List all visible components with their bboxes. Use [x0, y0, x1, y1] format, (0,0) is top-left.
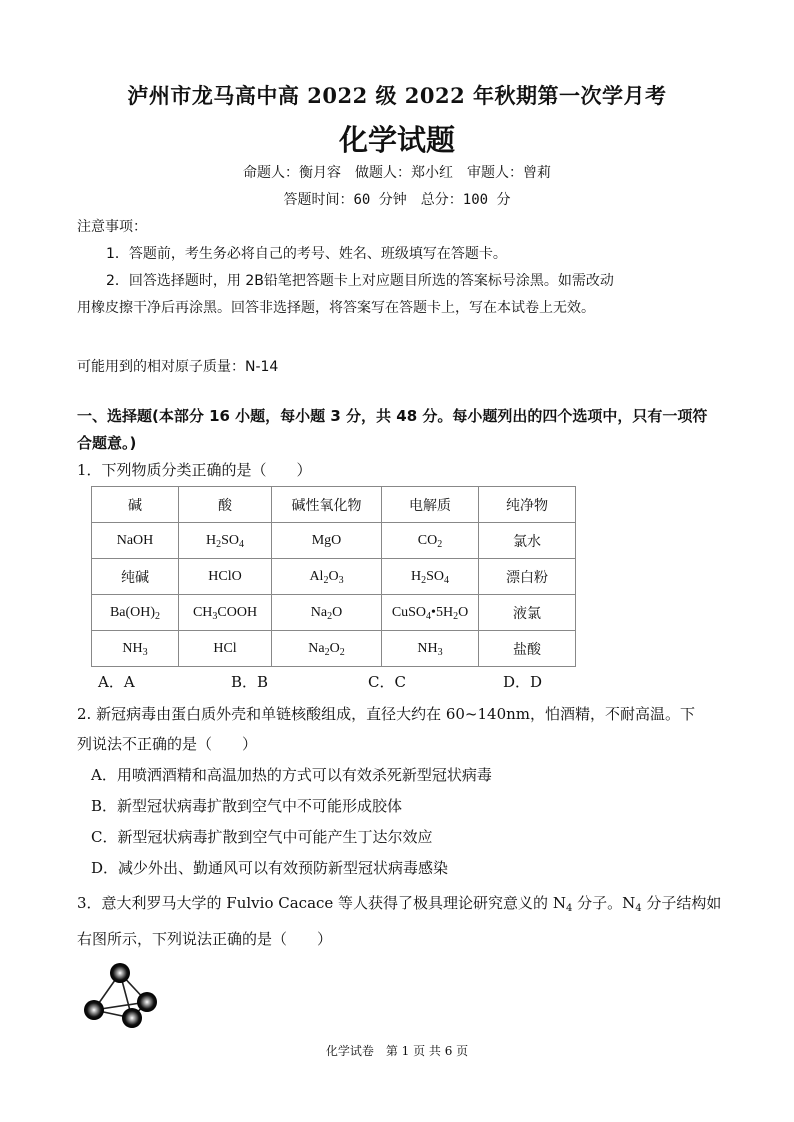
- table-header-cell: 碱: [92, 487, 179, 523]
- page-footer: 化学试卷 第 1 页 共 6 页: [325, 1044, 469, 1058]
- q1-stem: 1．下列物质分类正确的是（ ）: [77, 461, 312, 479]
- table-row: [92, 559, 576, 595]
- n-atom-icon: [84, 1000, 104, 1020]
- table-cell: $CO_2$: [382, 523, 479, 559]
- q1-option-c: C．C: [368, 673, 406, 691]
- table-cell: $H_2SO_4$: [179, 523, 272, 559]
- q3-stem-line2: 右图所示，下列说法正确的是（ ）: [77, 930, 333, 948]
- table-cell: $Na_2O$: [272, 595, 382, 631]
- notes-item-2-line2: 用橡皮擦干净后再涂黑。回答非选择题，将答案写在答题卡上，写在本试卷上无效。: [77, 300, 595, 316]
- section1-instructions-line2: 合题意。): [77, 434, 137, 452]
- q1-option-a: A．A: [98, 673, 135, 691]
- q3-subscript-1: 4: [565, 903, 573, 914]
- subject-title: 化学试题: [338, 123, 455, 157]
- table-cell: HClO: [179, 559, 272, 595]
- table-cell: HCl: [179, 631, 272, 667]
- n-atom-icon: [137, 992, 157, 1012]
- table-header-cell: 纯净物: [479, 487, 576, 523]
- section1-instructions-line1: 一、选择题(本部分 16 小题，每小题 3 分，共 48 分。每小题列出的四个选项中，只有一项符: [77, 407, 708, 425]
- n-atom-icon: [110, 963, 130, 983]
- notes-item-1: 1．答题前，考生务必将自己的考号、姓名、班级填写在答题卡。: [106, 246, 507, 262]
- notes-heading: 注意事项：: [77, 219, 147, 235]
- q2-option-c: C．新型冠状病毒扩散到空气中可能产生丁达尔效应: [91, 828, 433, 846]
- table-row: [92, 631, 576, 667]
- q3-stem-part-a: 3．意大利罗马大学的 Fulvio Cacace 等人获得了极具理论研究意义的 N: [77, 894, 566, 912]
- exam-title: 泸州市龙马高中高 2022 级 2022 年秋期第一次学月考: [127, 83, 667, 108]
- notes-item-2-line1: 2．回答选择题时，用 2B铅笔把答题卡上对应题目所选的答案标号涂黑。如需改动: [106, 273, 614, 289]
- table-header-cell: 酸: [179, 487, 272, 523]
- q2-stem-line1: 2. 新冠病毒由蛋白质外壳和单链核酸组成，直径大约在 60~140nm，怕酒精，不耐高温。下: [77, 705, 696, 723]
- table-cell: $Na_2O_2$: [272, 631, 382, 667]
- q1-option-b: B．B: [231, 673, 269, 691]
- table-cell: $CH_3COOH$: [179, 595, 272, 631]
- table-cell: NaOH: [92, 523, 179, 559]
- q3-stem-part-c: 分子结构如: [641, 894, 722, 912]
- q2-option-a: A．用喷洒酒精和高温加热的方式可以有效杀死新型冠状病毒: [91, 766, 492, 784]
- table-cell: 氯水: [479, 523, 576, 559]
- q1-classification-table: [91, 486, 576, 667]
- n-atom-icon: [122, 1008, 142, 1028]
- table-header-cell: 电解质: [382, 487, 479, 523]
- table-row: [92, 523, 576, 559]
- table-cell: $NH_3$: [92, 631, 179, 667]
- q3-subscript-2: 4: [635, 903, 642, 914]
- table-header-cell: 碱性氧化物: [272, 487, 382, 523]
- table-cell: 盐酸: [479, 631, 576, 667]
- q2-option-d: D．减少外出、勤通风可以有效预防新型冠状病毒感染: [91, 859, 449, 877]
- atomic-mass-line: 可能用到的相对原子质量：N-14: [77, 359, 279, 375]
- q3-stem-part-b: 分子。N: [572, 894, 636, 912]
- table-cell: 漂白粉: [479, 559, 576, 595]
- n4-molecule-figure: [78, 958, 168, 1030]
- time-score-line: 答题时间：60 分钟 总分：100 分: [283, 192, 511, 208]
- q2-option-b: B．新型冠状病毒扩散到空气中不可能形成胶体: [91, 797, 403, 815]
- table-cell: $Ba(OH)_2$: [92, 595, 179, 631]
- table-cell: $NH_3$: [382, 631, 479, 667]
- q3-stem-line1: [77, 892, 721, 913]
- q1-option-d: D．D: [503, 673, 543, 691]
- q2-stem-line2: 列说法不正确的是（ ）: [77, 735, 258, 753]
- table-cell: $CuSO_4•5H_2O$: [382, 595, 479, 631]
- table-cell: $H_2SO_4$: [382, 559, 479, 595]
- authors-line: 命题人：衡月容 做题人：郑小红 审题人：曾莉: [243, 165, 551, 181]
- table-cell: 液氯: [479, 595, 576, 631]
- table-cell: 纯碱: [92, 559, 179, 595]
- table-row: [92, 595, 576, 631]
- table-header-row: [92, 487, 576, 523]
- table-cell: MgO: [272, 523, 382, 559]
- table-cell: $Al_2O_3$: [272, 559, 382, 595]
